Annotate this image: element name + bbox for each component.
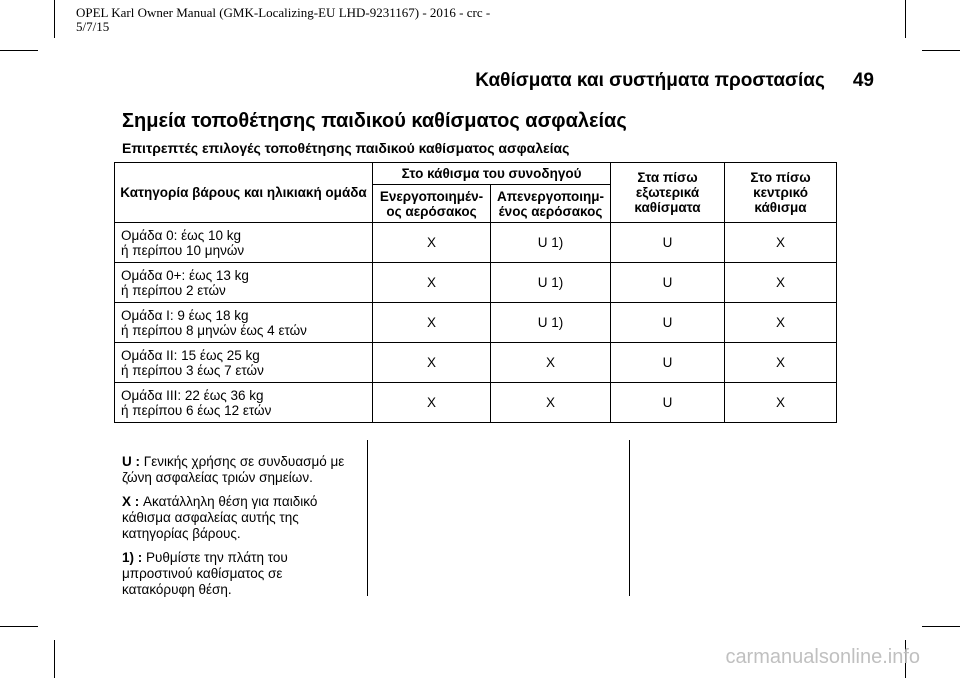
- column-divider-1: [367, 440, 368, 596]
- header-front-passenger-seat: Στο κάθισμα του συνοδηγού: [373, 163, 611, 185]
- print-meta-line-1: OPEL Karl Owner Manual (GMK-Localizing-EU LHD-9231167) - 2016 - crc -: [76, 5, 491, 20]
- cell-airbag-activated: X: [373, 263, 491, 303]
- legend: [122, 454, 354, 606]
- cell-airbag-deactivated: U 1): [491, 263, 611, 303]
- legend-text: Γενικής χρήσης σε συνδυασμό με ζώνη ασφαλείας τριών σημείων.: [122, 454, 345, 485]
- cell-rear-center: X: [725, 383, 837, 423]
- row-label: [115, 263, 373, 303]
- table-row: [115, 223, 837, 263]
- header-rear-outer-seats: Στα πίσω εξωτερικά καθίσματα: [611, 163, 725, 223]
- crop-mark-top-left-vertical: [54, 0, 55, 38]
- legend-text: Ρυθμίστε την πλάτη του μπροστινού καθίσματος σε κατακόρυφη θέση.: [122, 550, 288, 597]
- cell-rear-outer: U: [611, 383, 725, 423]
- table-body: [115, 223, 837, 423]
- weight-group: Ομάδα I: 9 έως 18 kg: [121, 307, 249, 323]
- print-meta: [76, 6, 516, 34]
- header-airbag-activated: Ενεργοποιημέν-ος αερόσακος: [373, 185, 491, 223]
- cell-rear-outer: U: [611, 343, 725, 383]
- crop-mark-top-right-horizontal: [922, 50, 960, 51]
- header-rear-center-seat: Στο πίσω κεντρικό κάθισμα: [725, 163, 837, 223]
- crop-mark-bottom-right-horizontal: [922, 626, 960, 627]
- row-label: [115, 343, 373, 383]
- cell-airbag-activated: X: [373, 223, 491, 263]
- legend-key: 1) :: [122, 550, 143, 565]
- legend-item: [122, 454, 354, 486]
- row-label: [115, 303, 373, 343]
- row-label: [115, 223, 373, 263]
- cell-airbag-deactivated: X: [491, 383, 611, 423]
- legend-key: X :: [122, 494, 140, 509]
- table-subtitle: Επιτρεπτές επιλογές τοποθέτησης παιδικού καθίσματος ασφαλείας: [122, 140, 570, 156]
- weight-group: Ομάδα 0+: έως 13 kg: [121, 267, 249, 283]
- running-head: [475, 70, 874, 92]
- legend-item: [122, 494, 354, 542]
- page-number: 49: [852, 70, 874, 91]
- cell-rear-outer: U: [611, 223, 725, 263]
- row-label: [115, 383, 373, 423]
- column-divider-2: [629, 440, 630, 596]
- table-row: [115, 303, 837, 343]
- age-range: ή περίπου 10 μηνών: [121, 242, 245, 258]
- watermark: carmanualsonline.info: [725, 646, 920, 668]
- cell-airbag-activated: X: [373, 303, 491, 343]
- cell-rear-center: X: [725, 303, 837, 343]
- legend-text: Ακατάλληλη θέση για παιδικό κάθισμα ασφαλείας αυτής της κατηγορίας βάρους.: [122, 494, 318, 541]
- crop-mark-bottom-left-horizontal: [0, 626, 38, 627]
- crop-mark-top-right-vertical: [905, 0, 906, 38]
- weight-group: Ομάδα 0: έως 10 kg: [121, 227, 242, 243]
- cell-rear-center: X: [725, 263, 837, 303]
- legend-item: [122, 550, 354, 598]
- print-meta-line-2: 5/7/15: [76, 19, 110, 34]
- running-head-title: Καθίσματα και συστήματα προστασίας: [475, 70, 825, 91]
- cell-rear-center: X: [725, 343, 837, 383]
- child-seat-position-table: [114, 162, 837, 423]
- cell-rear-outer: U: [611, 303, 725, 343]
- table-row: [115, 383, 837, 423]
- cell-airbag-deactivated: X: [491, 343, 611, 383]
- age-range: ή περίπου 8 μηνών έως 4 ετών: [121, 322, 307, 338]
- legend-key: U :: [122, 454, 140, 469]
- section-title: Σημεία τοποθέτησης παιδικού καθίσματος ασφαλείας: [122, 110, 627, 132]
- table-row: [115, 343, 837, 383]
- cell-airbag-deactivated: U 1): [491, 303, 611, 343]
- weight-group: Ομάδα III: 22 έως 36 kg: [121, 387, 264, 403]
- age-range: ή περίπου 3 έως 7 ετών: [121, 362, 264, 378]
- cell-airbag-deactivated: U 1): [491, 223, 611, 263]
- cell-rear-center: X: [725, 223, 837, 263]
- crop-mark-top-left-horizontal: [0, 50, 38, 51]
- table-row: [115, 263, 837, 303]
- header-weight-age-group: Κατηγορία βάρους και ηλικιακή ομάδα: [115, 163, 373, 223]
- age-range: ή περίπου 6 έως 12 ετών: [121, 402, 272, 418]
- crop-mark-bottom-left-vertical: [54, 640, 55, 678]
- cell-airbag-activated: X: [373, 383, 491, 423]
- weight-group: Ομάδα II: 15 έως 25 kg: [121, 347, 260, 363]
- age-range: ή περίπου 2 ετών: [121, 282, 226, 298]
- cell-rear-outer: U: [611, 263, 725, 303]
- cell-airbag-activated: X: [373, 343, 491, 383]
- header-airbag-deactivated: Απενεργοποιημ-ένος αερόσακος: [491, 185, 611, 223]
